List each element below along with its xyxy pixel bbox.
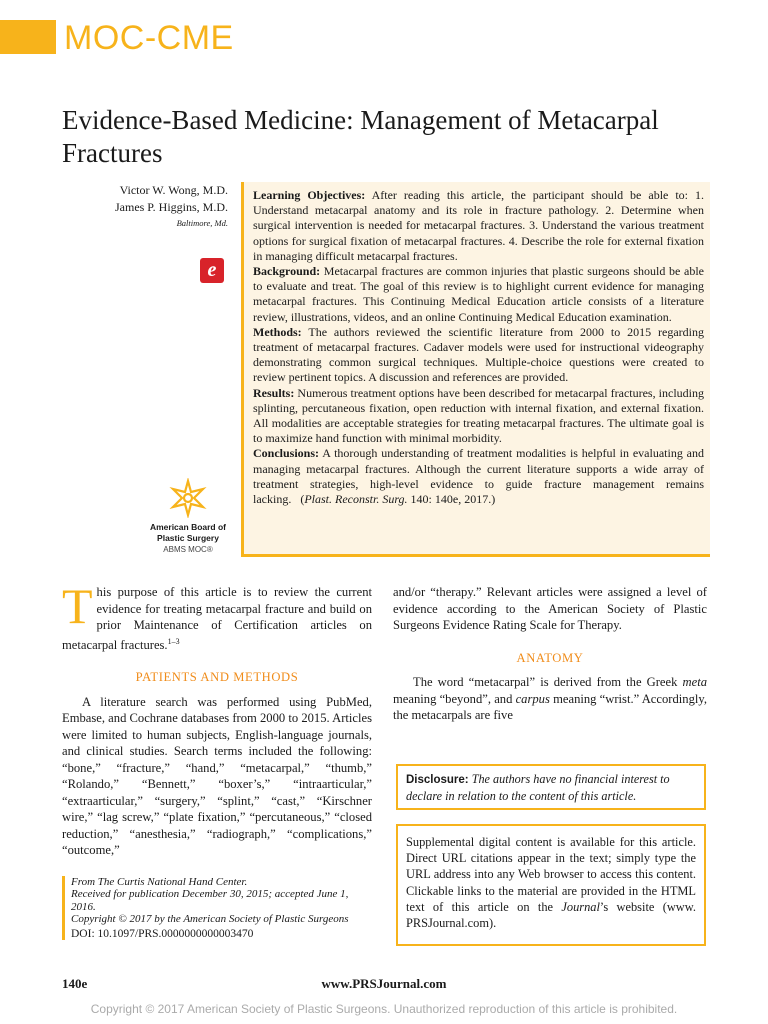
abstract-objectives: Learning Objectives: After reading this article, the participant should be able to: 1. Understand metacarpal anatomy and its role in fracture pathology. 2. Determine when surgical intervention is needed for metacarpal fractures. 3. Understand the various treatment options for surgical fixation of metacarpal fractures. 4. Describe the role for external fixation in managing difficult metacarpal fractures. [253,188,704,263]
right-column [393,584,707,724]
footnote-copyright: Copyright © 2017 by the American Society of Plastic Surgeons [71,913,349,926]
banner-label: MOC-CME [64,19,234,57]
abms-badge [140,478,236,555]
footnote-affiliation: From The Curtis National Hand Center. [71,876,248,888]
anatomy-paragraph: The word “metacarpal” is derived from the Greek meta meaning “beyond”, and carpus meaning “wrist.” Accordingly, the metacarpals are five [393,675,707,722]
reference-superscript[interactable]: 1–3 [167,636,180,646]
author-location: Baltimore, Md. [176,218,228,228]
abstract-background: Background: Metacarpal fractures are common injuries that plastic surgeons should be able to evaluate and treat. The goal of this review is to highlight current evidence for managing metacarpal fractures. This Continuing Medical Education article consists of a literature review, illustrations, videos, and an online Continuing Medical Education examination. [253,264,704,324]
disclosure-box [396,764,706,810]
copyright-notice: Copyright © 2017 American Society of Plastic Surgeons. Unauthorized reproduction of this article is prohibited. [90,1002,678,1016]
footnote-received: Received for publication December 30, 2015; accepted June 1, 2016. [71,888,349,913]
abstract-label: Conclusions: [253,446,320,461]
disclosure-label: Disclosure: [406,774,469,786]
abstract-label: Learning Objectives: [253,188,366,202]
intro-paragraph: This purpose of this article is to review the current evidence for treating metacarpal fracture and build on prior Maintenance of Certification articles on metacarpal fractures.$^{1-3}$ [62,578,372,652]
section-heading-anatomy: ANATOMY [516,650,584,665]
author-name: Victor W. Wong, M.D. [119,183,228,197]
abstract-label: Methods: [253,324,302,339]
disclosure-text: The authors have no financial interest to declare in relation to the content of this article. [406,772,670,803]
abstract-methods: Methods: The authors reviewed the scientific literature from 2000 to 2015 regarding treatment of metacarpal fractures. Cadaver models were used for instructional videography demonstrating common surgical techniques. Multiple-choice questions were created to review pertinent topics. A discussion and references are provided. [253,324,704,385]
section-heading-patients-methods: PATIENTS AND METHODS [135,670,299,685]
abms-org-line2: Plastic Surgery [157,533,219,543]
abstract-results: Results: Numerous treatment options have been described for metacarpal fractures, including splinting, percutaneous fixation, open reduction with internal fixation, and external fixation. All modalities are acceptable strategies for treating metacarpal fractures. The ultimate goal is to maximize hand function with minimal morbidity. [253,385,704,446]
moc-cme-banner [0,0,768,58]
drop-cap: T [62,578,93,634]
citation: (Plast. Reconstr. Surg. 140: 140e, 2017.) [300,492,496,507]
abms-star-logo-icon [168,478,208,518]
abstract-conclusions: Conclusions: A thorough understanding of treatment modalities is helpful in evaluating and managing metacarpal fractures. Although the current literature supports a wide array of treatment strategies, high-level evidence to guide fracture management remains lacking. (Plast. Reconstr. Surg. 140: 140e, 2017.) [253,446,704,507]
abms-org-line1: American Board of [149,522,227,532]
abstract-box [241,182,710,557]
journal-url-link[interactable]: www.PRSJournal.com [321,976,447,991]
banner-accent-bar [0,20,56,54]
continuation-paragraph: and/or “therapy.” Relevant articles were assigned a level of evidence according to the American Society of Plastic Surgeons Evidence Rating Scale for Therapy. [393,585,707,632]
abstract-label: Background: [253,264,321,279]
abms-moc-label: ABMS MOC® [163,545,213,554]
abstract-label: Results: [253,385,295,400]
article-title: Evidence-Based Medicine: Management of Metacarpal Fractures [62,105,659,168]
supplemental-content-box: Supplemental digital content is available for this article. Direct URL citations appear in the text; simply type the URL address into any Web browser to access this content. Clickable links to the material are provided in the HTML text of this article on the Journal’s website (www. PRSJournal.com). [396,824,706,946]
author-name: James P. Higgins, M.D. [114,200,228,214]
page-number: 140e [62,976,88,991]
author-block [62,182,228,230]
footnote-doi[interactable]: DOI: 10.1097/PRS.0000000000003470 [71,927,254,940]
online-content-e-icon[interactable]: e [200,258,224,283]
left-column [62,578,372,859]
article-footnote [62,876,374,940]
methods-paragraph: A literature search was performed using PubMed, Embase, and Cochrane databases from 2000 to 2015. Articles were limited to human subjects, English-language journals, and clinical studies. Search terms included the following: “bone,” “fracture,” “hand,” “metacarpal,” “thumb,” “Rolando,” “Bennett,” “boxer’s,” “intraarticular,” “extraarticular,” “surgery,” “splint,” “cast,” “Kirschner wire,” “lag screw,” “plate fixation,” “percutaneous,” “closed reduction,” “anesthesia,” “radiograph,” “complications,” “outcome,” [62,694,372,858]
